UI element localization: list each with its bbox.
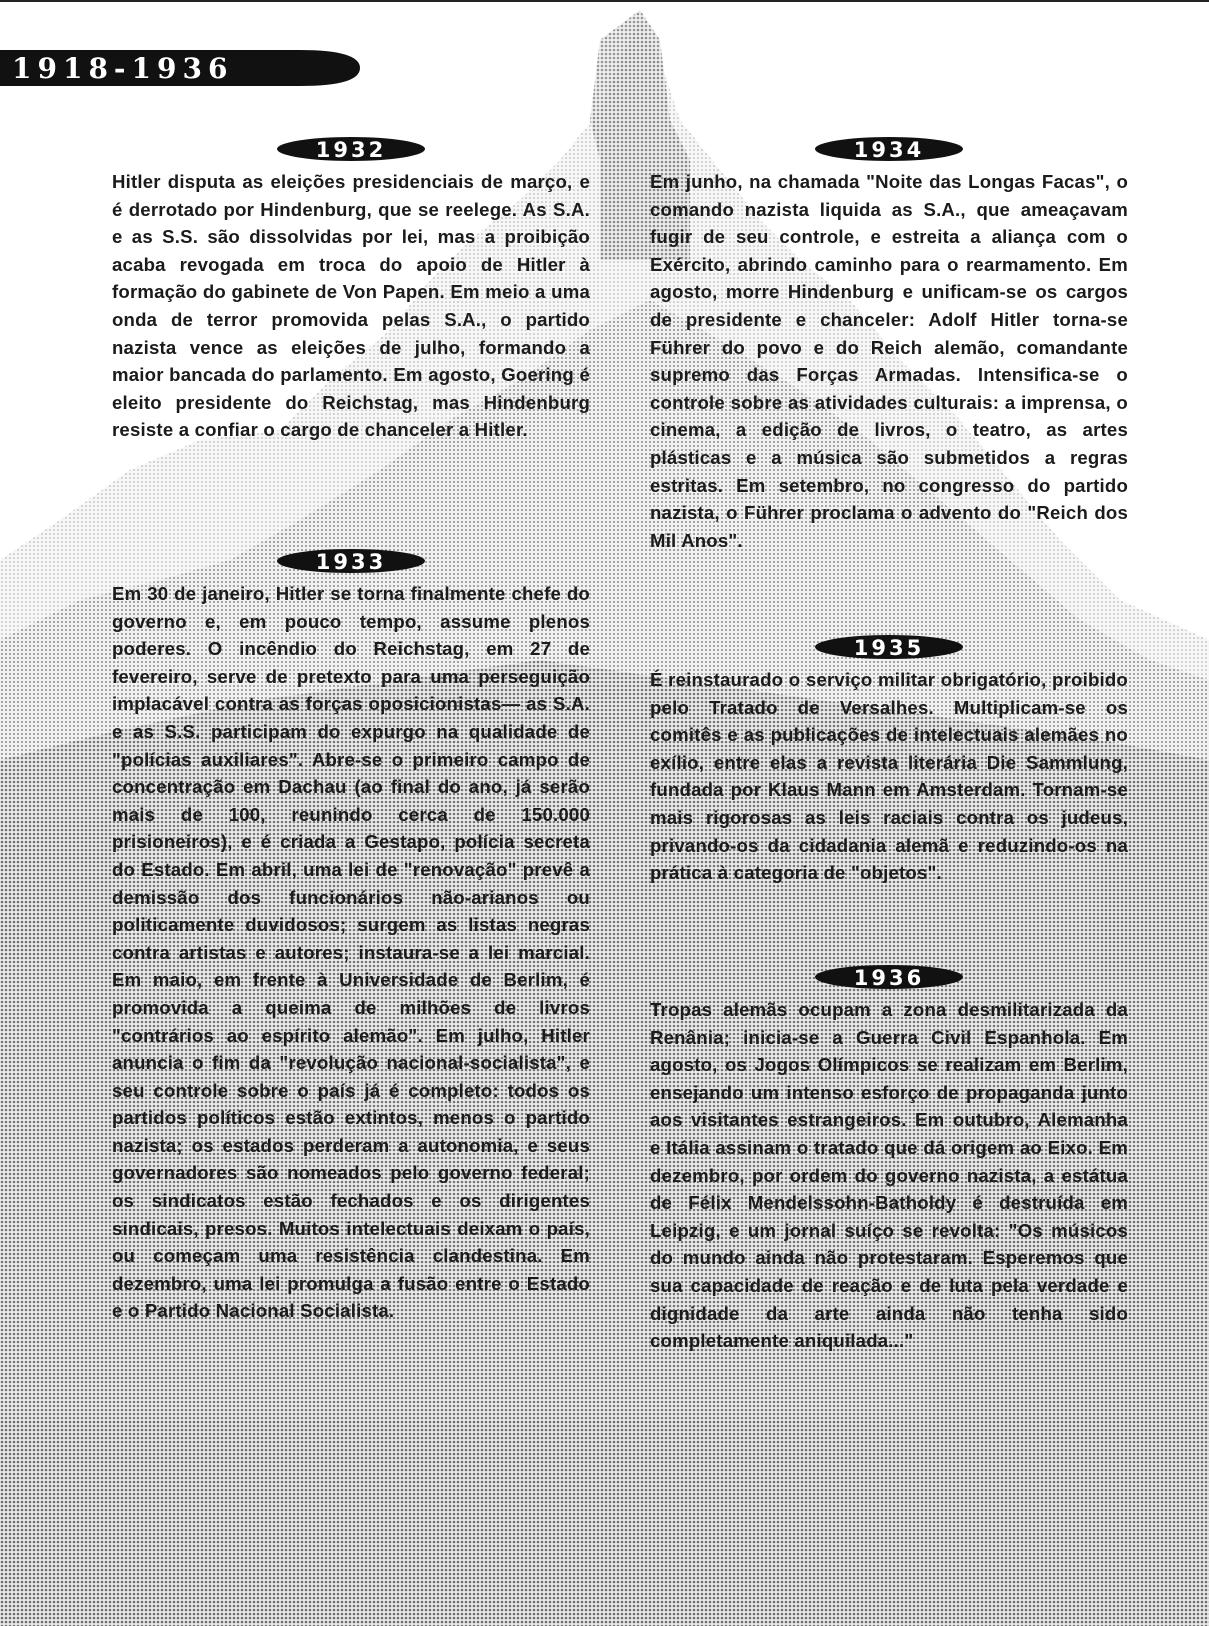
year-badge-1932 <box>276 136 426 162</box>
year-badge-1936 <box>814 964 964 990</box>
year-badge-1933 <box>276 548 426 574</box>
year-badge-1934 <box>814 136 964 162</box>
section-text-1934: Em junho, na chamada "Noite das Longas Facas", o comando nazista liquida as S.A., que ameaçavam fugir de seu controle, e estreita a aliança com o Exército, abrindo caminho para o rearmamento. Em agosto, morre Hindenburg e unificam-se os cargos de presidente e chanceler: Adolf Hitler torna-se Führer do povo e do Reich alemão, comandante supremo das Forças Armadas. Intensifica-se o controle sobre as atividades culturais: a imprensa, o cinema, a edição de livros, o teatro, as artes plásticas e a música são submetidos a regras estritas. Em setembro, no congresso do partido nazista, o Führer proclama o advento do "Reich dos Mil Anos". <box>650 171 1128 551</box>
year-badge-1935 <box>814 634 964 660</box>
section-text-1932: Hitler disputa as eleições presidenciais de março, e é derrotado por Hindenburg, que se reelege. As S.A. e as S.S. são dissolvidas por lei, mas a proibição acaba revogada em troca do apoio de Hitler à formação do gabinete de Von Papen. Em meio a uma onda de terror promovida pelas S.A., o partido nazista vence as eleições de julho, formando a maior bancada do parlamento. Em agosto, Goering é eleito presidente do Reichstag, mas Hindenburg resiste a confiar o cargo de chanceler a Hitler. <box>112 171 590 441</box>
section-1933 <box>112 548 590 1325</box>
section-text-1935: É reinstaurado o serviço militar obrigatório, proibido pelo Tratado de Versalhes. Multiplicam-se os comitês e as publicações de intelectuais alemães no exílio, entre elas a revista literária Die Sammlung, fundada por Klaus Mann em Amsterdam. Tornam-se mais rigorosas as leis raciais contra os judeus, privando-os da cidadania alemã e reduzindo-os na prática à categoria de "objetos". <box>650 669 1128 884</box>
year-label-1932: 1932 <box>315 138 387 162</box>
top-rule <box>0 0 1209 2</box>
section-1934 <box>650 136 1128 554</box>
year-label-1933: 1933 <box>315 550 387 574</box>
year-label-1936: 1936 <box>853 966 925 990</box>
section-1936 <box>650 964 1128 1355</box>
section-1932 <box>112 136 590 444</box>
header-title: 1918-1936 <box>12 52 234 85</box>
section-text-1936: Tropas alemãs ocupam a zona desmilitarizada da Renânia; inicia-se a Guerra Civil Espanhola. Em agosto, os Jogos Olímpicos se realizam em Berlim, ensejando um intenso esforço de propaganda junto aos visitantes estrangeiros. Em outubro, Alemanha e Itália assinam o tratado que dá origem ao Eixo. Em dezembro, por ordem do governo nazista, a estátua de Félix Mendelssohn-Batholdy é destruída em Leipzig, e um jornal suíço se revolta: "Os músicos do mundo ainda não protestaram. Esperemos que sua capacidade de reação e de luta pela verdade e dignidade da arte ainda não tenha sido completamente aniquilada..." <box>650 999 1128 1352</box>
year-label-1934: 1934 <box>853 138 925 162</box>
section-1935 <box>650 634 1128 887</box>
section-text-1933: Em 30 de janeiro, Hitler se torna finalmente chefe do governo e, em pouco tempo, assume plenos poderes. O incêndio do Reichstag, em 27 de fevereiro, serve de pretexto para uma perseguição implacável contra as forças oposicionistas— as S.A. e as S.S. participam do expurgo na qualidade de "polícias auxiliares". Abre-se o primeiro campo de concentração em Dachau (ao final do ano, já serão mais de 100, reunindo cerca de 150.000 prisioneiros), e é criada a Gestapo, polícia secreta do Estado. Em abril, uma lei de "renovação" prevê a demissão dos funcionários não-arianos ou politicamente duvidosos; surgem as listas negras contra artistas e autores; instaura-se a lei marcial. Em maio, em frente à Universidade de Berlim, é promovida a queima de milhões de livros "contrários ao espírito alemão". Em julho, Hitler anuncia o fim da "revolução nacional-socialista", e seu controle sobre o país já é completo: todos os partidos políticos estão extintos, menos o partido nazista; os estados perderam a autonomia, e seus governadores são nomeados pelo governo federal; os sindicatos estão fechados e os dirigentes sindicais, presos. Muitos intelectuais deixam o país, ou começam uma resistência clandestina. Em dezembro, uma lei promulga a fusão entre o Estado e o Partido Nacional Socialista. <box>112 583 590 1322</box>
year-label-1935: 1935 <box>853 636 925 660</box>
header-banner <box>0 48 360 88</box>
